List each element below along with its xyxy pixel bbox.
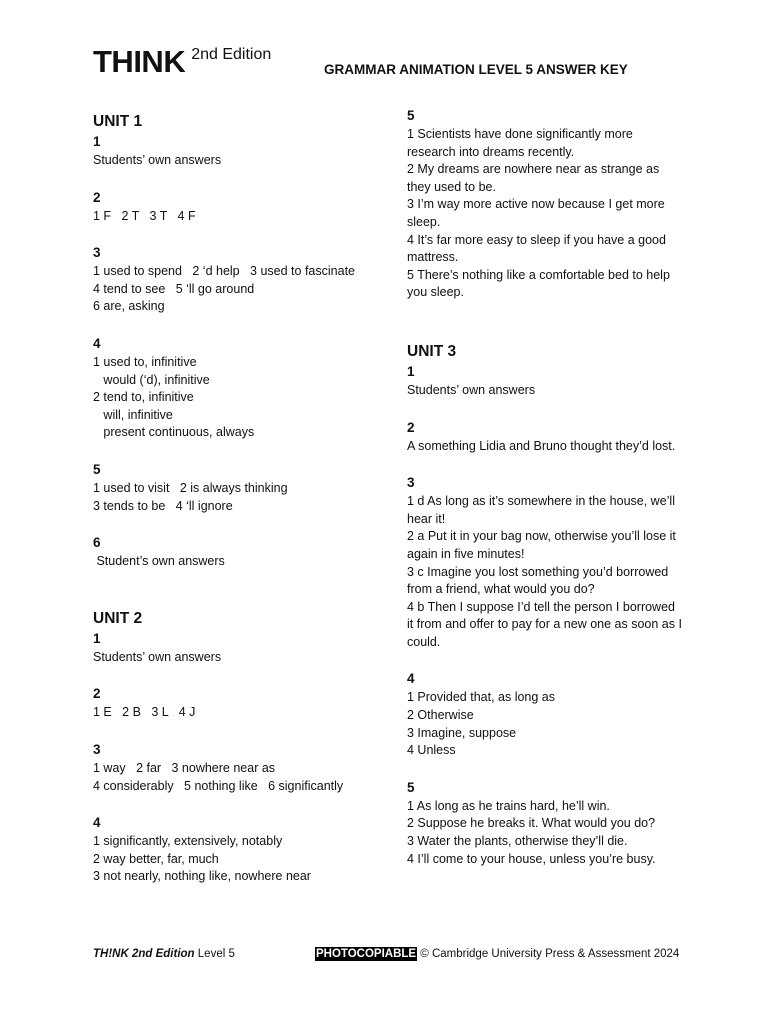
u2-ex2-number: 2: [93, 686, 101, 702]
copyright-text: © Cambridge University Press & Assessment 2024: [417, 948, 680, 960]
u2-ex4-line: 3 not nearly, nothing like, nowhere near: [93, 869, 311, 884]
u1-ex5-line: 3 tends to be 4 ‘ll ignore: [93, 498, 233, 513]
brand: [93, 44, 271, 80]
u1-ex2-line: 1 F 2 T 3 T 4 F: [93, 208, 196, 223]
u2-ex3-number: 3: [93, 741, 101, 757]
brand-logo: THINK: [93, 44, 186, 79]
u2-ex5-line: 1 Scientists have done significantly more research into dreams recently.: [407, 127, 633, 159]
u2-ex4-number: 4: [93, 815, 101, 831]
u1-ex4-line: will, infinitive: [93, 407, 173, 422]
u1-ex1-line: Students’ own answers: [93, 153, 222, 167]
u2-ex5-line: 3 I’m way more active now because I get more sleep.: [407, 197, 665, 229]
footer-level: Level 5: [194, 948, 235, 960]
u2-ex4-line: 1 significantly, extensively, notably: [93, 834, 283, 849]
u1-ex4-number: 4: [93, 335, 101, 351]
u1-ex6-line: Student’s own answers: [93, 554, 225, 569]
u3-ex5-line: 3 Water the plants, otherwise they’ll die.: [407, 834, 628, 849]
u1-ex4-line: would (‘d), infinitive: [93, 372, 210, 387]
u3-ex3-line: 1 d As long as it’s somewhere in the house, we’ll hear it!: [407, 494, 675, 526]
u3-ex5-line: 4 I’ll come to your house, unless you’re busy.: [407, 851, 656, 866]
u3-ex4-line: 2 Otherwise: [407, 708, 474, 723]
u1-ex3-number: 3: [93, 245, 101, 261]
u1-ex3-line: 6 are, asking: [93, 299, 165, 314]
u3-ex4-line: 1 Provided that, as long as: [407, 690, 556, 705]
u3-ex4-line: 4 Unless: [407, 743, 456, 758]
u1-ex2-number: 2: [93, 189, 101, 205]
u2-ex3-line: 1 way 2 far 3 nowhere near as: [93, 760, 276, 775]
u2-ex1-line: Students’ own answers: [93, 649, 222, 664]
u2-ex5-line: 4 It’s far more easy to sleep if you have a good mattress.: [407, 232, 666, 265]
unit-1-heading: UNIT 1: [93, 113, 143, 130]
footer-brand-name: TH!NK 2nd Edition: [93, 948, 195, 960]
u2-ex5-line: 5 There’s nothing like a comfortable bed to help you sleep.: [407, 267, 670, 300]
u1-ex5-number: 5: [93, 461, 101, 477]
footer-brand: [93, 948, 235, 960]
unit-2-heading: UNIT 2: [93, 609, 143, 627]
u3-ex4-number: 4: [407, 671, 415, 687]
u1-ex4-line: present continuous, always: [93, 425, 255, 440]
u3-ex5-number: 5: [407, 779, 415, 795]
u2-ex3-line: 4 considerably 5 nothing like 6 significantly: [93, 778, 344, 793]
u3-ex3-line: 4 b Then I suppose I’d tell the person I borrowed it from and offer to pay for a new one as soon as I could.: [407, 599, 682, 649]
u3-ex1-line: Students’ own answers: [407, 382, 536, 397]
u2-ex5-line: 2 My dreams are nowhere near as strange as they used to be.: [407, 162, 660, 194]
u1-ex5-line: 1 used to visit 2 is always thinking: [93, 480, 288, 495]
u1-ex3-line: 4 tend to see 5 ‘ll go around: [93, 281, 255, 296]
u3-ex1-number: 1: [407, 363, 415, 379]
u3-ex5-line: 2 Suppose he breaks it. What would you do?: [407, 816, 656, 831]
u2-ex2-line: 1 E 2 B 3 L 4 J: [93, 705, 196, 720]
u1-ex6-number: 6: [93, 535, 101, 551]
u1-ex4-line: 2 tend to, infinitive: [93, 390, 194, 405]
u1-ex4-line: 1 used to, infinitive: [93, 354, 197, 369]
edition-label: 2nd Edition: [191, 46, 272, 63]
right-column: [407, 106, 682, 868]
u3-ex3-line: 3 c Imagine you lost something you’d borrowed from a friend, what would you do?: [407, 564, 669, 597]
u3-ex3-number: 3: [407, 475, 415, 491]
unit-3-heading: UNIT 3: [407, 342, 457, 360]
photocopiable-badge: PHOTOCOPIABLE: [316, 948, 417, 960]
left-column: [93, 106, 383, 886]
u1-ex3-line: 1 used to spend 2 ‘d help 3 used to fascinate: [93, 264, 355, 279]
u1-ex1-number: 1: [93, 134, 101, 149]
u2-ex4-line: 2 way better, far, much: [93, 851, 219, 866]
u2-ex5-number: 5: [407, 108, 415, 123]
u3-ex2-line: A something Lidia and Bruno thought they’d lost.: [407, 438, 676, 453]
footer-copyright: [315, 948, 679, 960]
u3-ex5-line: 1 As long as he trains hard, he’ll win.: [407, 798, 610, 813]
u3-ex3-line: 2 a Put it in your bag now, otherwise you’ll lose it again in five minutes!: [407, 529, 676, 561]
u3-ex4-line: 3 Imagine, suppose: [407, 725, 517, 740]
u2-ex1-number: 1: [93, 630, 101, 646]
u3-ex2-number: 2: [407, 419, 415, 435]
document-title: GRAMMAR ANIMATION LEVEL 5 ANSWER KEY: [324, 62, 628, 77]
